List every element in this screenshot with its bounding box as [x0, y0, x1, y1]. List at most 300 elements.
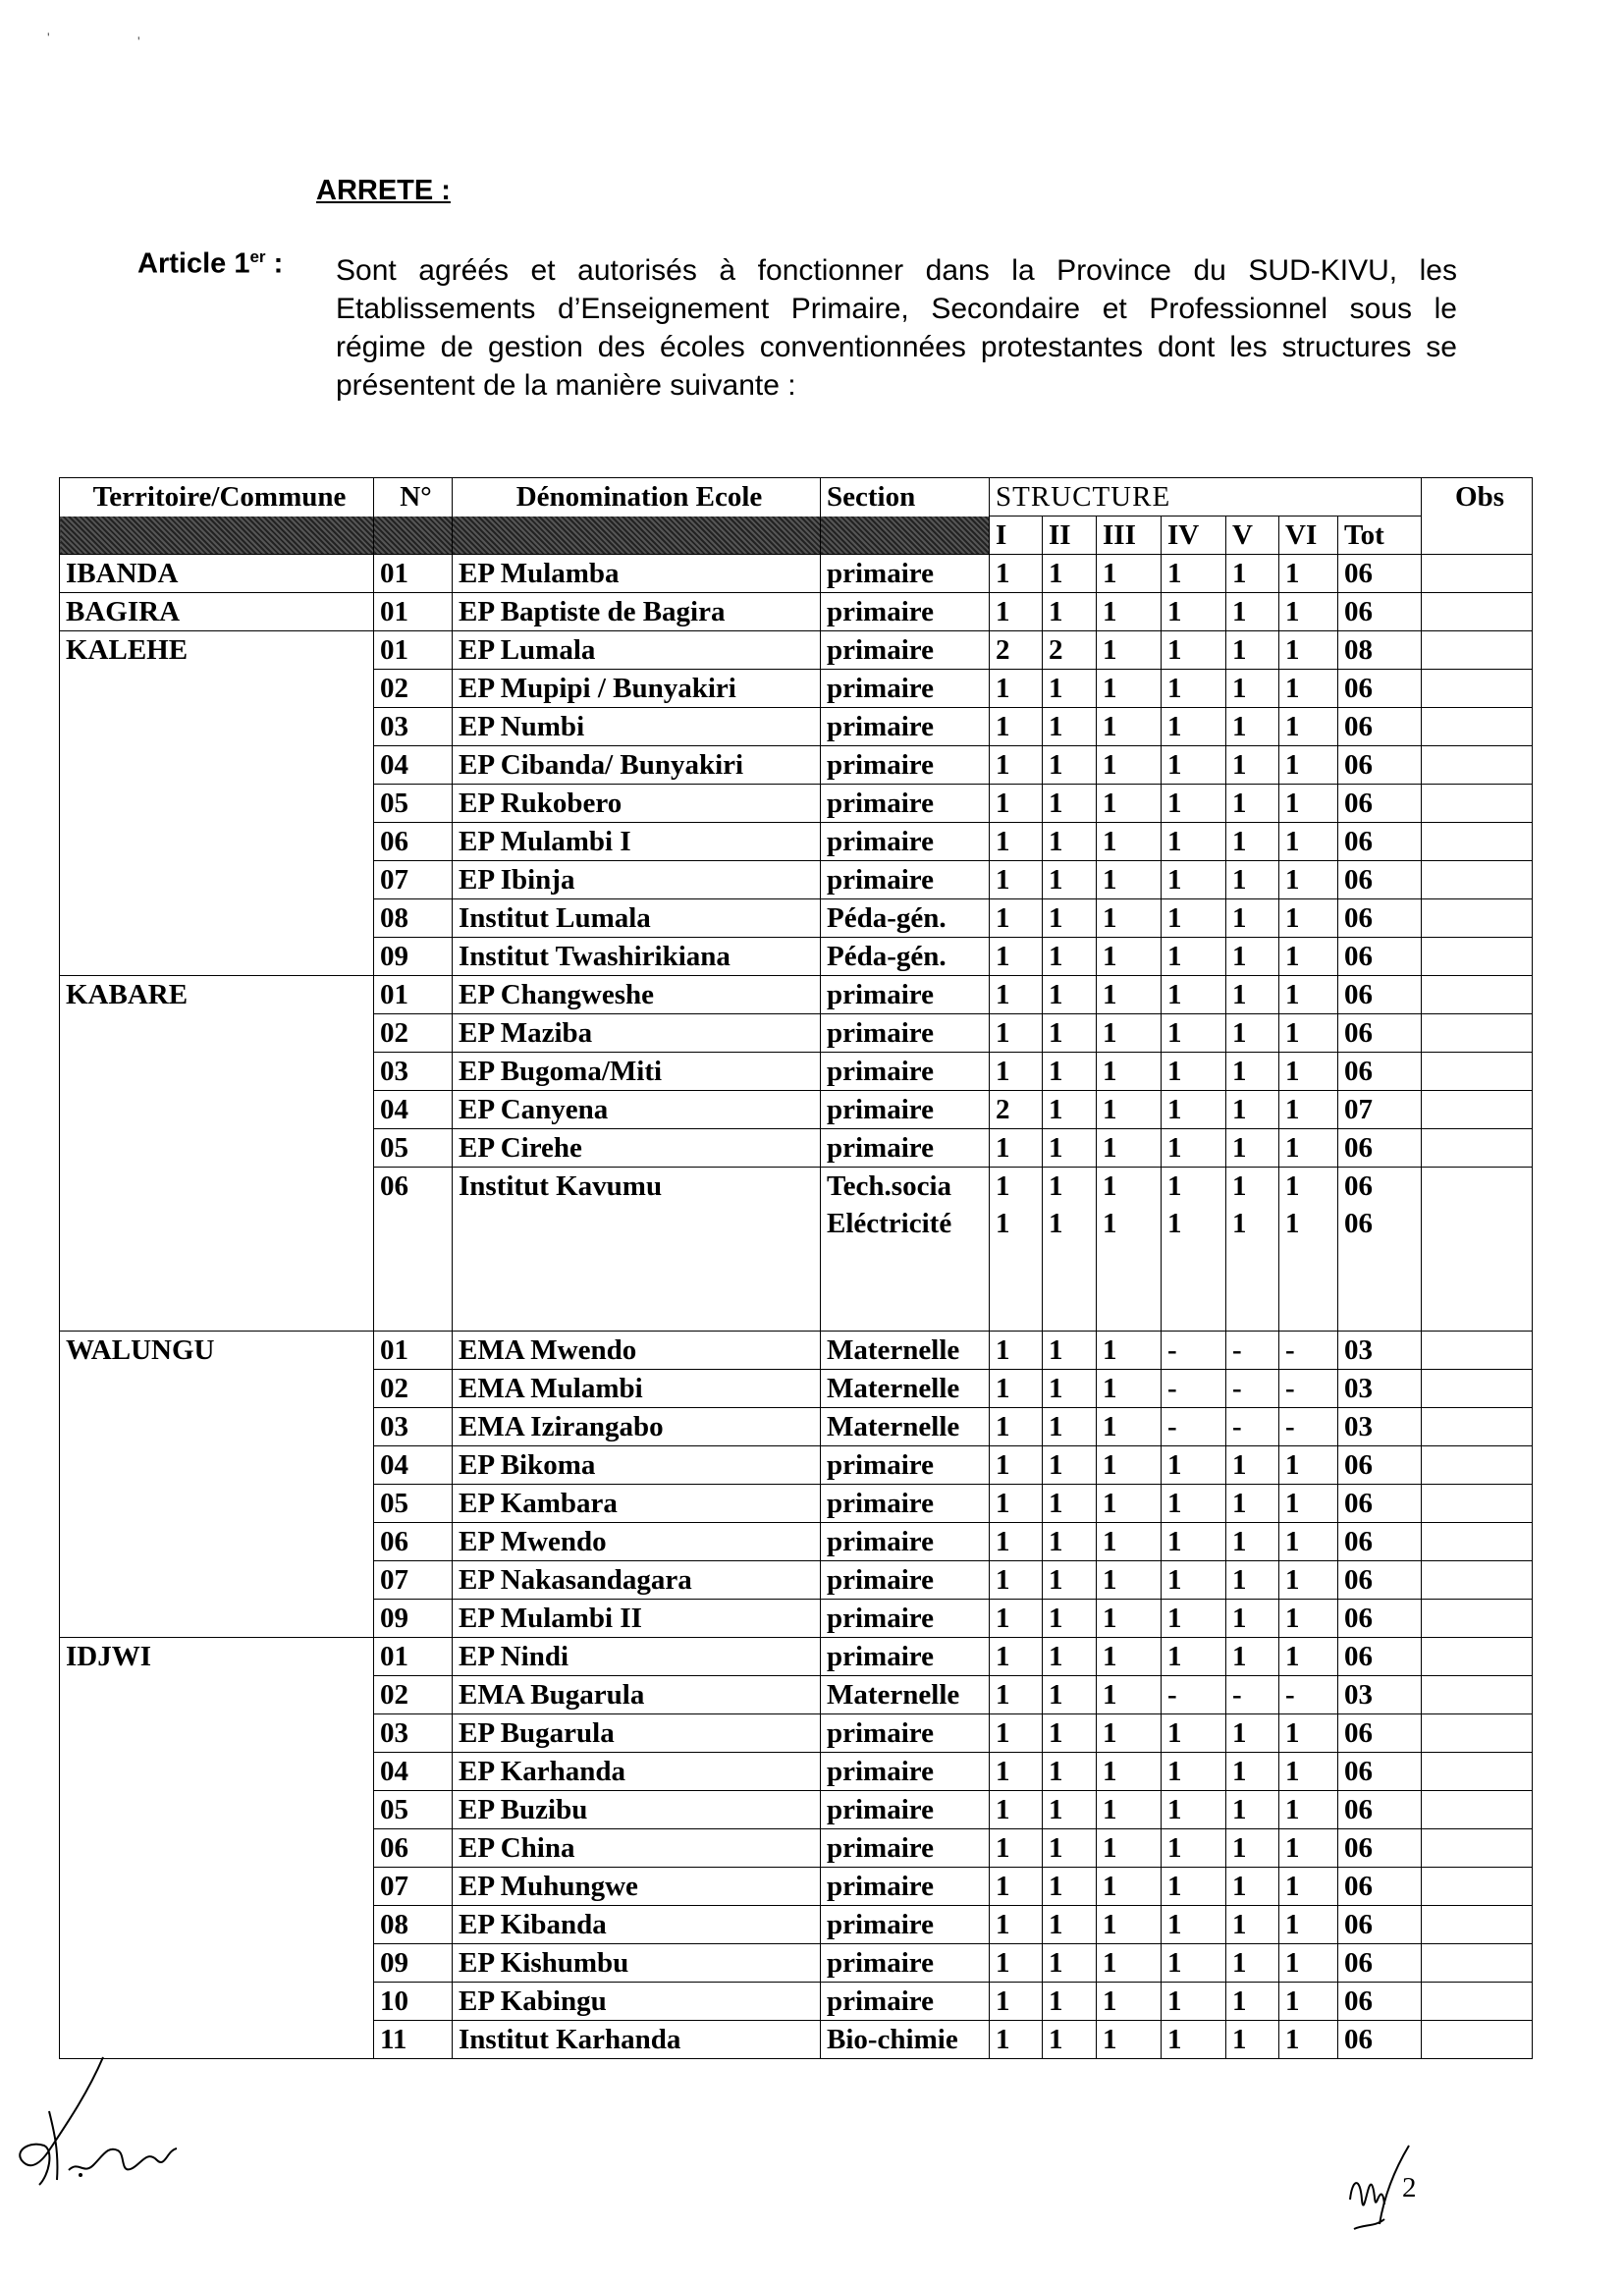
row-section: primaire — [821, 1714, 990, 1753]
row-ecole: EP Lumala — [453, 631, 821, 670]
row-ecole: EP Muhungwe — [453, 1868, 821, 1906]
row-level-7: 06 — [1338, 1523, 1422, 1561]
row-level-4: 1 — [1162, 861, 1226, 899]
row-num: 11 — [374, 2021, 453, 2059]
corner-mark-2: ' — [137, 33, 140, 49]
level-value-sub: 1 — [1167, 1208, 1182, 1239]
row-level-5: 1 — [1226, 785, 1279, 823]
row-section: Péda-gén. — [821, 899, 990, 938]
table-row — [60, 899, 1533, 938]
row-ecole: EP Kambara — [453, 1485, 821, 1523]
row-level-4: 1 — [1162, 785, 1226, 823]
row-territoire — [60, 861, 374, 899]
row-level-1: 1 — [990, 1600, 1043, 1638]
row-section: primaire — [821, 976, 990, 1014]
row-num: 01 — [374, 976, 453, 1014]
row-level-7: 06 — [1338, 899, 1422, 938]
header-level-4: IV — [1162, 517, 1226, 555]
row-num: 07 — [374, 1561, 453, 1600]
row-section: primaire — [821, 708, 990, 746]
row-obs — [1422, 1676, 1533, 1714]
row-num: 02 — [374, 1014, 453, 1053]
row-territoire — [60, 1370, 374, 1408]
table-row — [60, 670, 1533, 708]
table-row — [60, 1523, 1533, 1561]
row-level-7: 06 — [1338, 1485, 1422, 1523]
table-row — [60, 976, 1533, 1014]
row-ecole: EP Cibanda/ Bunyakiri — [453, 746, 821, 785]
row-level-2: 2 — [1043, 631, 1097, 670]
row-obs — [1422, 1638, 1533, 1676]
row-num: 04 — [374, 746, 453, 785]
row-territoire — [60, 746, 374, 785]
row-obs — [1422, 861, 1533, 899]
table-row — [60, 1091, 1533, 1129]
row-level-6: - — [1279, 1332, 1338, 1370]
row-level-6: 1 — [1279, 1446, 1338, 1485]
row-level-1: 1 — [990, 899, 1043, 938]
row-obs — [1422, 1829, 1533, 1868]
row-level-6: 1 — [1279, 1868, 1338, 1906]
row-num: 09 — [374, 938, 453, 976]
row-level-2: 1 — [1043, 555, 1097, 593]
row-level-2: 1 — [1043, 1523, 1097, 1561]
row-obs — [1422, 1332, 1533, 1370]
row-ecole: EP Baptiste de Bagira — [453, 593, 821, 631]
row-level-5 — [1226, 1168, 1279, 1332]
row-level-5: 1 — [1226, 670, 1279, 708]
article-label — [137, 247, 283, 281]
row-level-6: 1 — [1279, 1944, 1338, 1983]
row-territoire — [60, 899, 374, 938]
row-level-3: 1 — [1097, 1408, 1162, 1446]
row-level-2: 1 — [1043, 1906, 1097, 1944]
row-level-5: - — [1226, 1332, 1279, 1370]
row-level-7: 03 — [1338, 1408, 1422, 1446]
row-ecole: EP Karhanda — [453, 1753, 821, 1791]
row-level-3: 1 — [1097, 670, 1162, 708]
row-level-2: 1 — [1043, 1014, 1097, 1053]
row-level-6: 1 — [1279, 1485, 1338, 1523]
row-level-7: 03 — [1338, 1332, 1422, 1370]
table-row — [60, 1446, 1533, 1485]
header-level-3: III — [1097, 517, 1162, 555]
row-section: primaire — [821, 785, 990, 823]
row-level-1: 1 — [990, 670, 1043, 708]
section-line-sub: Eléctricité — [827, 1208, 952, 1239]
table-row — [60, 1714, 1533, 1753]
row-level-1: 1 — [990, 1791, 1043, 1829]
row-level-2: 1 — [1043, 1791, 1097, 1829]
row-ecole: Institut Twashirikiana — [453, 938, 821, 976]
row-level-1: 1 — [990, 708, 1043, 746]
row-level-3: 1 — [1097, 1129, 1162, 1168]
row-level-5: 1 — [1226, 1014, 1279, 1053]
row-level-1: 1 — [990, 1370, 1043, 1408]
row-level-2: 1 — [1043, 1638, 1097, 1676]
row-level-1: 1 — [990, 1944, 1043, 1983]
row-ecole: EMA Bugarula — [453, 1676, 821, 1714]
level-value-sub: 1 — [1285, 1208, 1300, 1239]
row-obs — [1422, 1983, 1533, 2021]
row-level-7: 06 — [1338, 1638, 1422, 1676]
table-row — [60, 1753, 1533, 1791]
row-level-1: 1 — [990, 1868, 1043, 1906]
section-line: Tech.socia — [827, 1170, 952, 1202]
row-level-5: 1 — [1226, 1053, 1279, 1091]
header-level-6: VI — [1279, 517, 1338, 555]
row-level-4: 1 — [1162, 1944, 1226, 1983]
row-section: primaire — [821, 1983, 990, 2021]
row-level-6: 1 — [1279, 1791, 1338, 1829]
row-obs — [1422, 746, 1533, 785]
level-value: 06 — [1344, 1170, 1373, 1202]
row-level-5: 1 — [1226, 746, 1279, 785]
row-section: Maternelle — [821, 1370, 990, 1408]
row-level-5: 1 — [1226, 1523, 1279, 1561]
header-shade-3 — [453, 517, 821, 555]
header-row-2 — [60, 517, 1533, 555]
row-level-7: 06 — [1338, 593, 1422, 631]
row-territoire — [60, 1829, 374, 1868]
row-level-4: 1 — [1162, 2021, 1226, 2059]
row-level-7: 06 — [1338, 746, 1422, 785]
row-level-5: 1 — [1226, 555, 1279, 593]
level-value-sub: 1 — [996, 1208, 1010, 1239]
row-level-7: 06 — [1338, 938, 1422, 976]
row-territoire: WALUNGU — [60, 1332, 374, 1370]
row-level-5: 1 — [1226, 1129, 1279, 1168]
row-level-6: 1 — [1279, 593, 1338, 631]
row-level-3: 1 — [1097, 1523, 1162, 1561]
row-section: Péda-gén. — [821, 938, 990, 976]
row-obs — [1422, 670, 1533, 708]
row-obs — [1422, 976, 1533, 1014]
row-territoire — [60, 823, 374, 861]
row-level-2: 1 — [1043, 1829, 1097, 1868]
row-ecole: Institut Karhanda — [453, 2021, 821, 2059]
row-level-3: 1 — [1097, 1014, 1162, 1053]
table-row — [60, 1906, 1533, 1944]
row-level-2: 1 — [1043, 899, 1097, 938]
row-level-6: 1 — [1279, 861, 1338, 899]
row-num: 03 — [374, 1053, 453, 1091]
row-level-2: 1 — [1043, 1868, 1097, 1906]
row-num: 03 — [374, 708, 453, 746]
row-territoire — [60, 1944, 374, 1983]
row-level-1: 1 — [990, 1676, 1043, 1714]
row-level-7: 06 — [1338, 1829, 1422, 1868]
row-level-7: 06 — [1338, 976, 1422, 1014]
row-level-2: 1 — [1043, 2021, 1097, 2059]
row-num: 02 — [374, 1676, 453, 1714]
row-level-5: 1 — [1226, 1446, 1279, 1485]
row-territoire — [60, 1014, 374, 1053]
row-level-7: 06 — [1338, 1714, 1422, 1753]
row-level-7: 06 — [1338, 1053, 1422, 1091]
header-obs: Obs — [1422, 478, 1533, 555]
row-obs — [1422, 1906, 1533, 1944]
row-territoire — [60, 1753, 374, 1791]
row-section: primaire — [821, 1753, 990, 1791]
row-level-3: 1 — [1097, 1332, 1162, 1370]
row-level-2: 1 — [1043, 785, 1097, 823]
row-level-2: 1 — [1043, 1714, 1097, 1753]
row-level-5: 1 — [1226, 1091, 1279, 1129]
row-level-5: 1 — [1226, 1944, 1279, 1983]
row-ecole: EP Nakasandagara — [453, 1561, 821, 1600]
row-level-5: 1 — [1226, 1485, 1279, 1523]
row-obs — [1422, 1561, 1533, 1600]
row-ecole: EP Changweshe — [453, 976, 821, 1014]
row-level-4: 1 — [1162, 1561, 1226, 1600]
table-row — [60, 861, 1533, 899]
row-ecole: EP Mulambi I — [453, 823, 821, 861]
row-level-4: 1 — [1162, 1446, 1226, 1485]
row-territoire — [60, 1408, 374, 1446]
row-territoire — [60, 938, 374, 976]
row-section: primaire — [821, 1600, 990, 1638]
row-level-3: 1 — [1097, 1829, 1162, 1868]
table-row — [60, 631, 1533, 670]
row-level-7: 06 — [1338, 555, 1422, 593]
row-ecole: EP Cirehe — [453, 1129, 821, 1168]
row-level-1: 1 — [990, 1129, 1043, 1168]
row-obs — [1422, 1523, 1533, 1561]
row-ecole: EP Kabingu — [453, 1983, 821, 2021]
row-obs — [1422, 938, 1533, 976]
row-obs — [1422, 1408, 1533, 1446]
level-value-sub: 06 — [1344, 1208, 1373, 1239]
row-level-1: 1 — [990, 1983, 1043, 2021]
row-obs — [1422, 708, 1533, 746]
row-level-6: 1 — [1279, 670, 1338, 708]
row-num: 08 — [374, 899, 453, 938]
table-row — [60, 1868, 1533, 1906]
row-level-4 — [1162, 1168, 1226, 1332]
row-level-2: 1 — [1043, 1446, 1097, 1485]
page-number: 2 — [1402, 2172, 1417, 2203]
row-level-7: 06 — [1338, 1561, 1422, 1600]
row-section: primaire — [821, 1791, 990, 1829]
row-level-5: 1 — [1226, 1753, 1279, 1791]
row-level-5: - — [1226, 1676, 1279, 1714]
table-row — [60, 1829, 1533, 1868]
row-level-2: 1 — [1043, 746, 1097, 785]
header-shade-4 — [821, 517, 990, 555]
table-row — [60, 823, 1533, 861]
row-level-6: 1 — [1279, 2021, 1338, 2059]
row-level-7: 06 — [1338, 1600, 1422, 1638]
row-ecole: EP Mwendo — [453, 1523, 821, 1561]
row-level-7 — [1338, 1168, 1422, 1332]
row-num: 04 — [374, 1753, 453, 1791]
row-level-6: 1 — [1279, 1523, 1338, 1561]
row-section — [821, 1168, 990, 1332]
row-level-2: 1 — [1043, 1332, 1097, 1370]
row-level-3: 1 — [1097, 1906, 1162, 1944]
row-level-1 — [990, 1168, 1043, 1332]
row-level-3: 1 — [1097, 1446, 1162, 1485]
row-num: 06 — [374, 1168, 453, 1332]
level-value: 1 — [1049, 1170, 1063, 1202]
header-num: N° — [374, 478, 453, 517]
row-ecole: EP Mulambi II — [453, 1600, 821, 1638]
row-level-5: 1 — [1226, 1714, 1279, 1753]
row-obs — [1422, 1714, 1533, 1753]
row-level-7: 06 — [1338, 861, 1422, 899]
row-level-7: 06 — [1338, 1868, 1422, 1906]
row-ecole: EP Mupipi / Bunyakiri — [453, 670, 821, 708]
row-ecole: EP Nindi — [453, 1638, 821, 1676]
row-level-5: 1 — [1226, 1983, 1279, 2021]
row-num: 07 — [374, 1868, 453, 1906]
row-level-6: 1 — [1279, 1091, 1338, 1129]
row-level-4: 1 — [1162, 1523, 1226, 1561]
table-row — [60, 1168, 1533, 1332]
row-ecole: EP China — [453, 1829, 821, 1868]
row-obs — [1422, 593, 1533, 631]
level-value: 1 — [1167, 1170, 1182, 1202]
row-level-3: 1 — [1097, 1485, 1162, 1523]
table-row — [60, 1676, 1533, 1714]
header-level-1: I — [990, 517, 1043, 555]
row-level-5: 1 — [1226, 1829, 1279, 1868]
row-section: primaire — [821, 1129, 990, 1168]
row-section: primaire — [821, 1906, 990, 1944]
signature-left — [10, 2052, 206, 2200]
row-territoire — [60, 1485, 374, 1523]
row-level-4: 1 — [1162, 555, 1226, 593]
row-level-2: 1 — [1043, 1091, 1097, 1129]
row-level-1: 2 — [990, 1091, 1043, 1129]
row-level-6: 1 — [1279, 1714, 1338, 1753]
row-level-3: 1 — [1097, 631, 1162, 670]
row-level-6: 1 — [1279, 1906, 1338, 1944]
row-level-4: 1 — [1162, 708, 1226, 746]
row-num: 10 — [374, 1983, 453, 2021]
row-num: 01 — [374, 593, 453, 631]
row-level-5: 1 — [1226, 631, 1279, 670]
row-ecole: EP Bugoma/Miti — [453, 1053, 821, 1091]
row-level-3: 1 — [1097, 708, 1162, 746]
row-territoire — [60, 1168, 374, 1332]
row-section: primaire — [821, 823, 990, 861]
row-level-2: 1 — [1043, 1561, 1097, 1600]
row-num: 06 — [374, 823, 453, 861]
row-num: 01 — [374, 555, 453, 593]
row-ecole: EP Rukobero — [453, 785, 821, 823]
row-num: 03 — [374, 1714, 453, 1753]
header-level-tot: Tot — [1338, 517, 1422, 555]
row-level-2: 1 — [1043, 1053, 1097, 1091]
row-territoire — [60, 1714, 374, 1753]
row-level-4: 1 — [1162, 1829, 1226, 1868]
table-row — [60, 746, 1533, 785]
row-ecole: EP Kishumbu — [453, 1944, 821, 1983]
row-level-5: 1 — [1226, 708, 1279, 746]
row-level-4: 1 — [1162, 1983, 1226, 2021]
row-obs — [1422, 1014, 1533, 1053]
row-ecole: EP Ibinja — [453, 861, 821, 899]
row-level-2: 1 — [1043, 823, 1097, 861]
row-obs — [1422, 823, 1533, 861]
row-level-5: - — [1226, 1408, 1279, 1446]
row-level-4: - — [1162, 1370, 1226, 1408]
row-level-6: 1 — [1279, 938, 1338, 976]
row-level-3: 1 — [1097, 785, 1162, 823]
row-level-6: 1 — [1279, 1053, 1338, 1091]
row-level-3: 1 — [1097, 899, 1162, 938]
row-territoire: KALEHE — [60, 631, 374, 670]
row-section: primaire — [821, 1868, 990, 1906]
row-obs — [1422, 1868, 1533, 1906]
row-section: primaire — [821, 861, 990, 899]
row-section: primaire — [821, 555, 990, 593]
row-level-1: 1 — [990, 1561, 1043, 1600]
row-level-3: 1 — [1097, 1791, 1162, 1829]
row-level-4: 1 — [1162, 1906, 1226, 1944]
row-level-6: 1 — [1279, 976, 1338, 1014]
row-territoire — [60, 1868, 374, 1906]
row-level-1: 1 — [990, 1638, 1043, 1676]
row-level-1: 1 — [990, 1714, 1043, 1753]
row-level-7: 08 — [1338, 631, 1422, 670]
row-level-2: 1 — [1043, 976, 1097, 1014]
row-level-3: 1 — [1097, 746, 1162, 785]
row-level-3: 1 — [1097, 976, 1162, 1014]
row-level-5: 1 — [1226, 1791, 1279, 1829]
level-value-sub: 1 — [1049, 1208, 1063, 1239]
row-level-7: 06 — [1338, 823, 1422, 861]
row-level-7: 03 — [1338, 1676, 1422, 1714]
row-section: primaire — [821, 746, 990, 785]
row-level-3: 1 — [1097, 1868, 1162, 1906]
row-level-4: 1 — [1162, 1053, 1226, 1091]
row-level-6: 1 — [1279, 1561, 1338, 1600]
table-row — [60, 708, 1533, 746]
row-level-2: 1 — [1043, 1129, 1097, 1168]
header-structure: STRUCTURE — [990, 478, 1422, 517]
row-section: primaire — [821, 1053, 990, 1091]
row-level-2: 1 — [1043, 1485, 1097, 1523]
row-level-4: 1 — [1162, 1753, 1226, 1791]
header-row-1 — [60, 478, 1533, 517]
row-level-4: 1 — [1162, 1791, 1226, 1829]
row-ecole: EP Maziba — [453, 1014, 821, 1053]
row-level-7: 06 — [1338, 2021, 1422, 2059]
row-level-7: 06 — [1338, 708, 1422, 746]
row-level-2: 1 — [1043, 708, 1097, 746]
row-level-7: 06 — [1338, 1753, 1422, 1791]
row-num: 05 — [374, 1129, 453, 1168]
row-num: 09 — [374, 1600, 453, 1638]
row-level-7: 06 — [1338, 785, 1422, 823]
row-ecole: EMA Izirangabo — [453, 1408, 821, 1446]
level-value: 1 — [1103, 1170, 1117, 1202]
row-level-6: 1 — [1279, 1753, 1338, 1791]
row-obs — [1422, 1944, 1533, 1983]
row-level-1: 1 — [990, 1485, 1043, 1523]
row-level-1: 2 — [990, 631, 1043, 670]
table-row — [60, 1600, 1533, 1638]
row-level-3: 1 — [1097, 1091, 1162, 1129]
row-level-4: 1 — [1162, 1091, 1226, 1129]
row-level-3: 1 — [1097, 1370, 1162, 1408]
row-level-3: 1 — [1097, 861, 1162, 899]
table-row — [60, 1983, 1533, 2021]
row-level-1: 1 — [990, 555, 1043, 593]
